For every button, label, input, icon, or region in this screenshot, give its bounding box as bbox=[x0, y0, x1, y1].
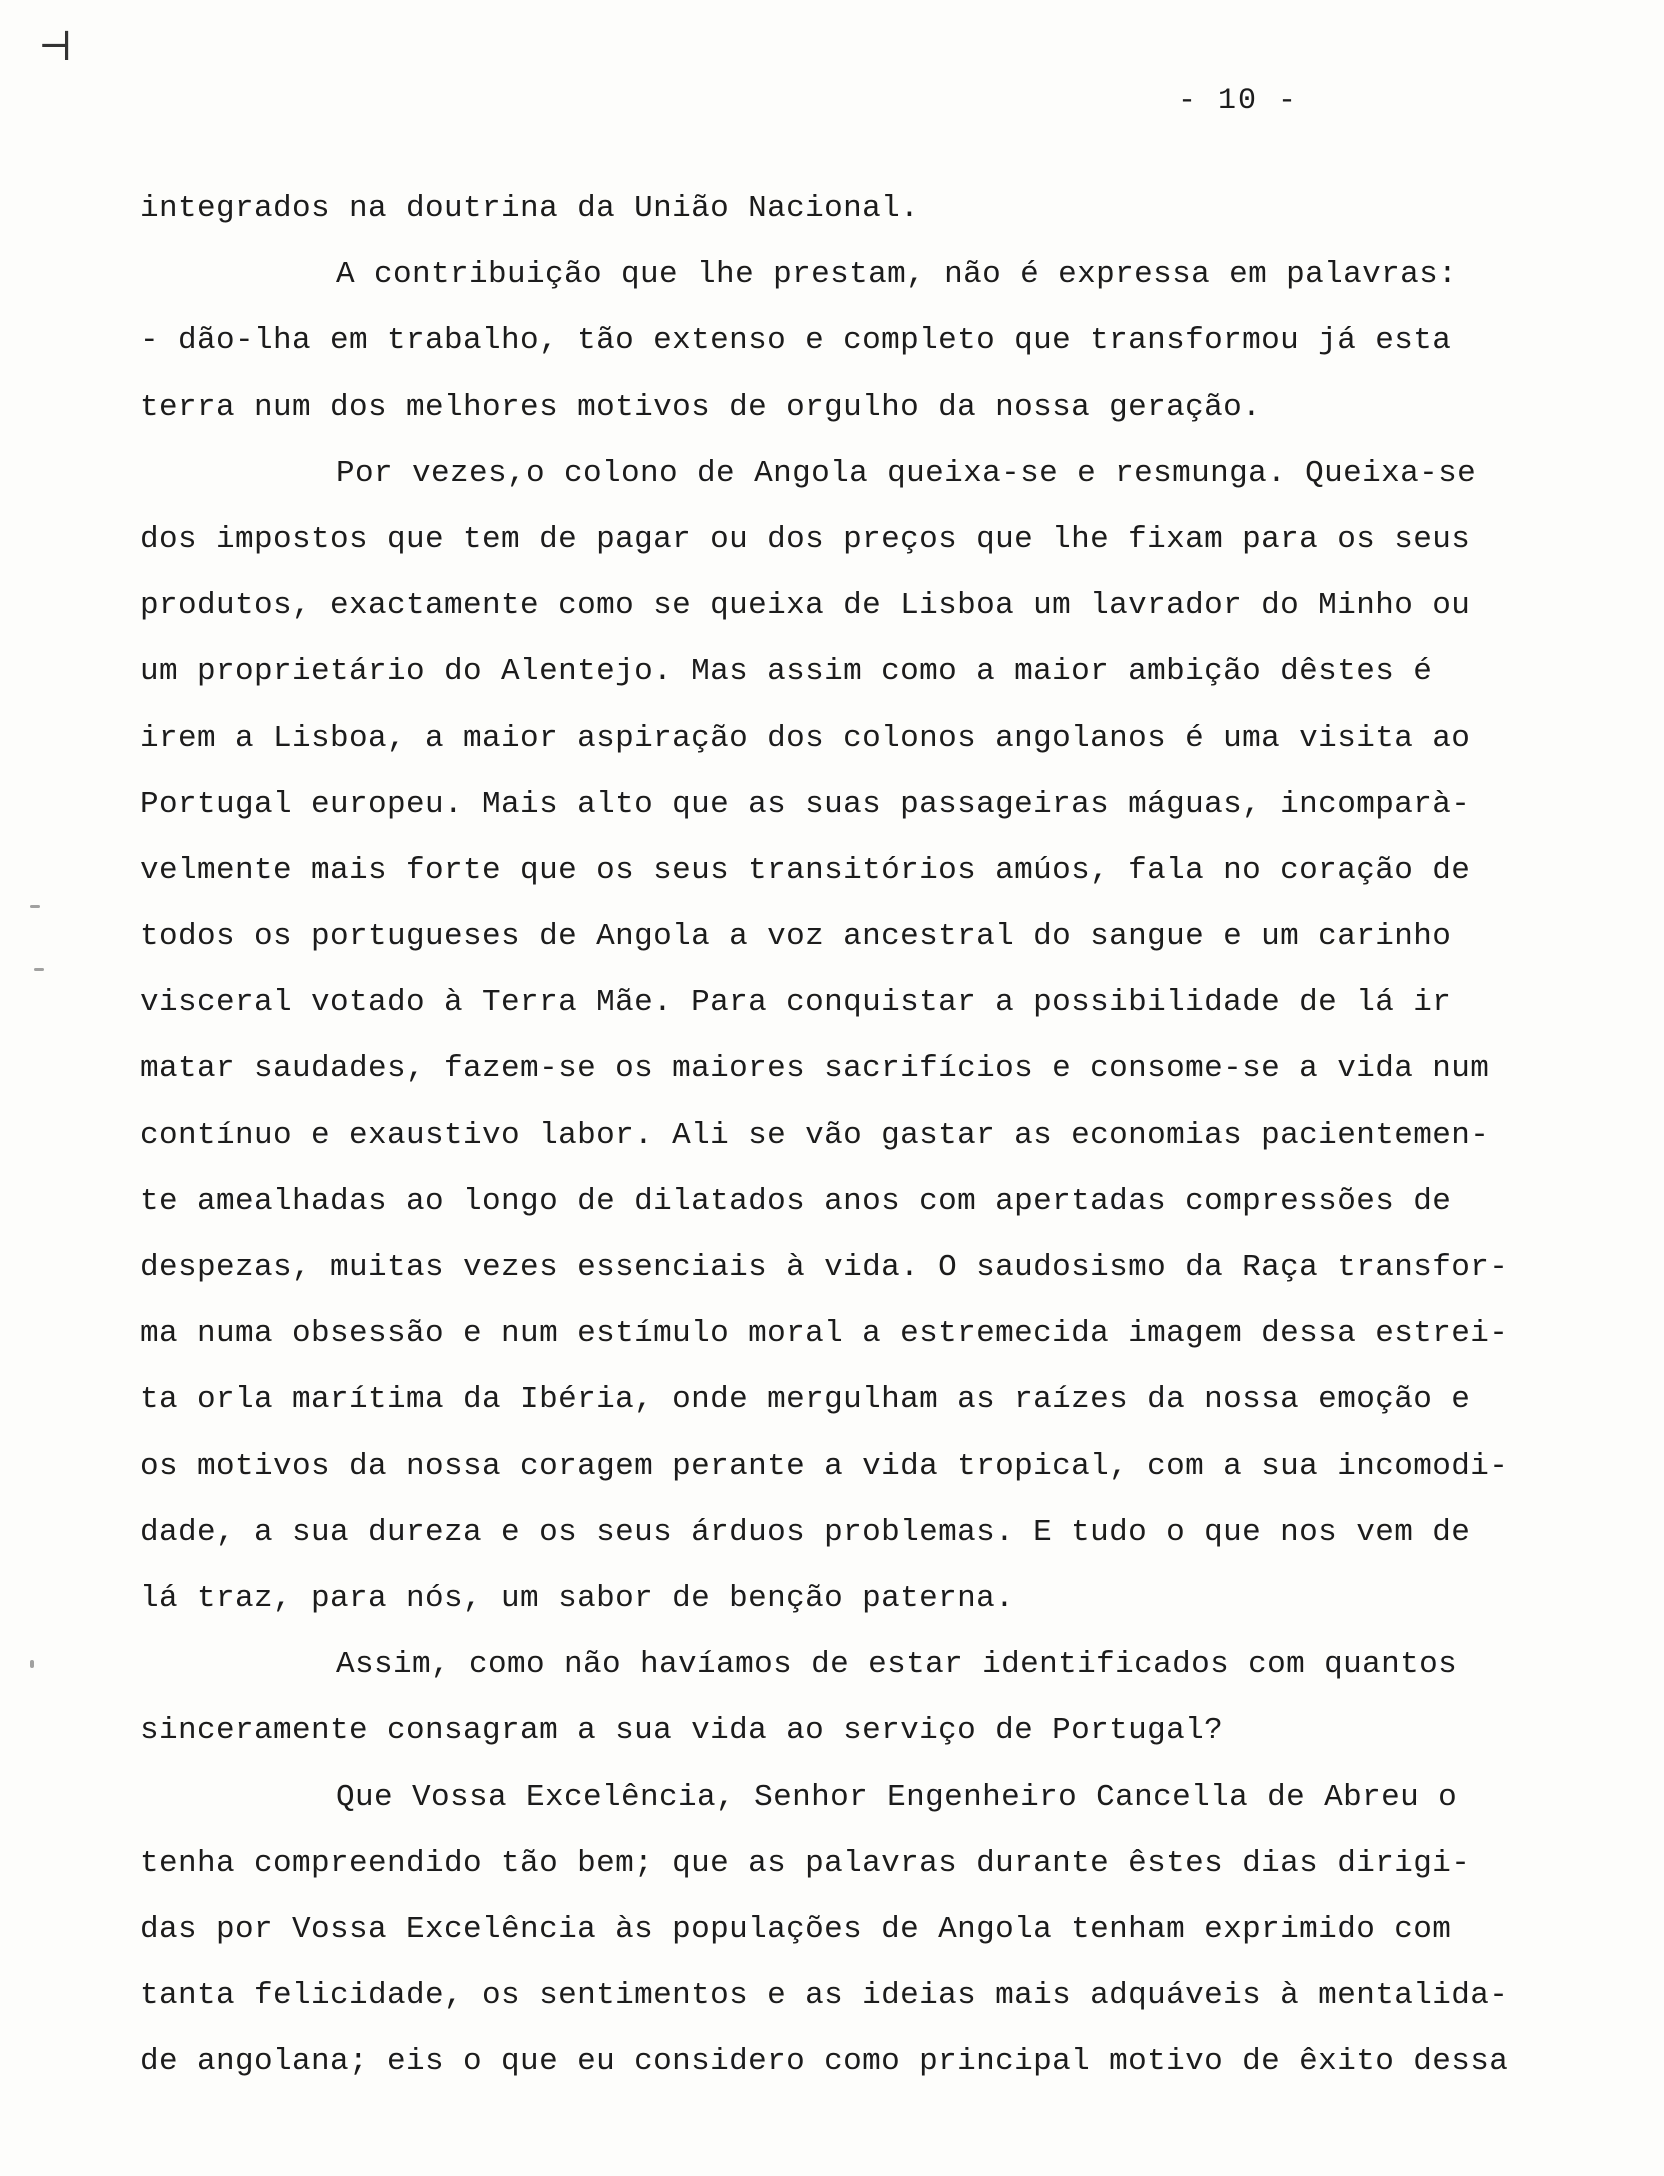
text-line: sinceramente consagram a sua vida ao serviço de Portugal? bbox=[140, 1713, 1224, 1749]
paper-speck bbox=[34, 968, 44, 971]
text-line: despezas, muitas vezes essenciais à vida. O saudosismo da Raça transfor- bbox=[140, 1250, 1509, 1285]
text-line: A contribuição que lhe prestam, não é expressa em palavras: bbox=[336, 257, 1458, 293]
text-line: - dão-lha em trabalho, tão extenso e completo que transformou já esta bbox=[140, 323, 1452, 359]
text-line: lá traz, para nós, um sabor de benção paterna. bbox=[140, 1580, 1015, 1616]
text-line: integrados na doutrina da União Nacional. bbox=[140, 191, 920, 226]
paper-speck bbox=[30, 1660, 34, 1668]
text-line: dade, a sua dureza e os seus árduos problemas. E tudo o que nos vem de bbox=[140, 1514, 1471, 1550]
text-line: velmente mais forte que os seus transitórios amúos, fala no coração de bbox=[140, 852, 1471, 888]
text-line: todos os portugueses de Angola a voz ancestral do sangue e um carinho bbox=[140, 919, 1452, 955]
text-line: irem a Lisboa, a maior aspiração dos colonos angolanos é uma visita ao bbox=[140, 720, 1471, 756]
text-line: tenha compreendido tão bem; que as palavras durante êstes dias dirigi- bbox=[140, 1845, 1471, 1881]
text-line: contínuo e exaustivo labor. Ali se vão gastar as economias pacientemen- bbox=[140, 1117, 1490, 1153]
text-line: visceral votado à Terra Mãe. Para conquistar a possibilidade de lá ir bbox=[140, 985, 1452, 1021]
body-text bbox=[140, 184, 1590, 2103]
text-line: os motivos da nossa coragem perante a vida tropical, com a sua incomodi- bbox=[140, 1448, 1509, 1484]
text-line: produtos, exactamente como se queixa de Lisboa um lavrador do Minho ou bbox=[140, 588, 1471, 624]
text-line: um proprietário do Alentejo. Mas assim como a maior ambição dêstes é bbox=[140, 654, 1433, 690]
text-line: das por Vossa Excelência às populações de Angola tenham exprimido com bbox=[140, 1911, 1452, 1947]
text-line: terra num dos melhores motivos de orgulho da nossa geração. bbox=[140, 389, 1262, 425]
text-line: dos impostos que tem de pagar ou dos preços que lhe fixam para os seus bbox=[140, 521, 1471, 557]
text-line: Assim, como não havíamos de estar identificados com quantos bbox=[336, 1647, 1458, 1683]
margin-mark: ⊣ bbox=[38, 24, 73, 70]
page-number: - 10 - bbox=[1178, 84, 1299, 118]
text-line: tanta felicidade, os sentimentos e as ideias mais adquáveis à mentalida- bbox=[140, 1978, 1509, 2014]
text-line: te amealhadas ao longo de dilatados anos com apertadas compressões de bbox=[140, 1183, 1452, 1219]
text-line: ma numa obsessão e num estímulo moral a estremecida imagem dessa estrei- bbox=[140, 1316, 1509, 1352]
text-line: de angolana; eis o que eu considero como principal motivo de êxito dessa bbox=[140, 2044, 1509, 2080]
text-line: Que Vossa Excelência, Senhor Engenheiro Cancella de Abreu o bbox=[336, 1779, 1458, 1815]
text-line: Portugal europeu. Mais alto que as suas passageiras máguas, incomparà- bbox=[140, 786, 1471, 822]
paper-speck bbox=[30, 905, 40, 908]
text-line: matar saudades, fazem-se os maiores sacrifícios e consome-se a vida num bbox=[140, 1051, 1490, 1087]
text-line: Por vezes,o colono de Angola queixa-se e resmunga. Queixa-se bbox=[336, 455, 1477, 491]
text-line: ta orla marítima da Ibéria, onde mergulham as raízes da nossa emoção e bbox=[140, 1382, 1471, 1418]
